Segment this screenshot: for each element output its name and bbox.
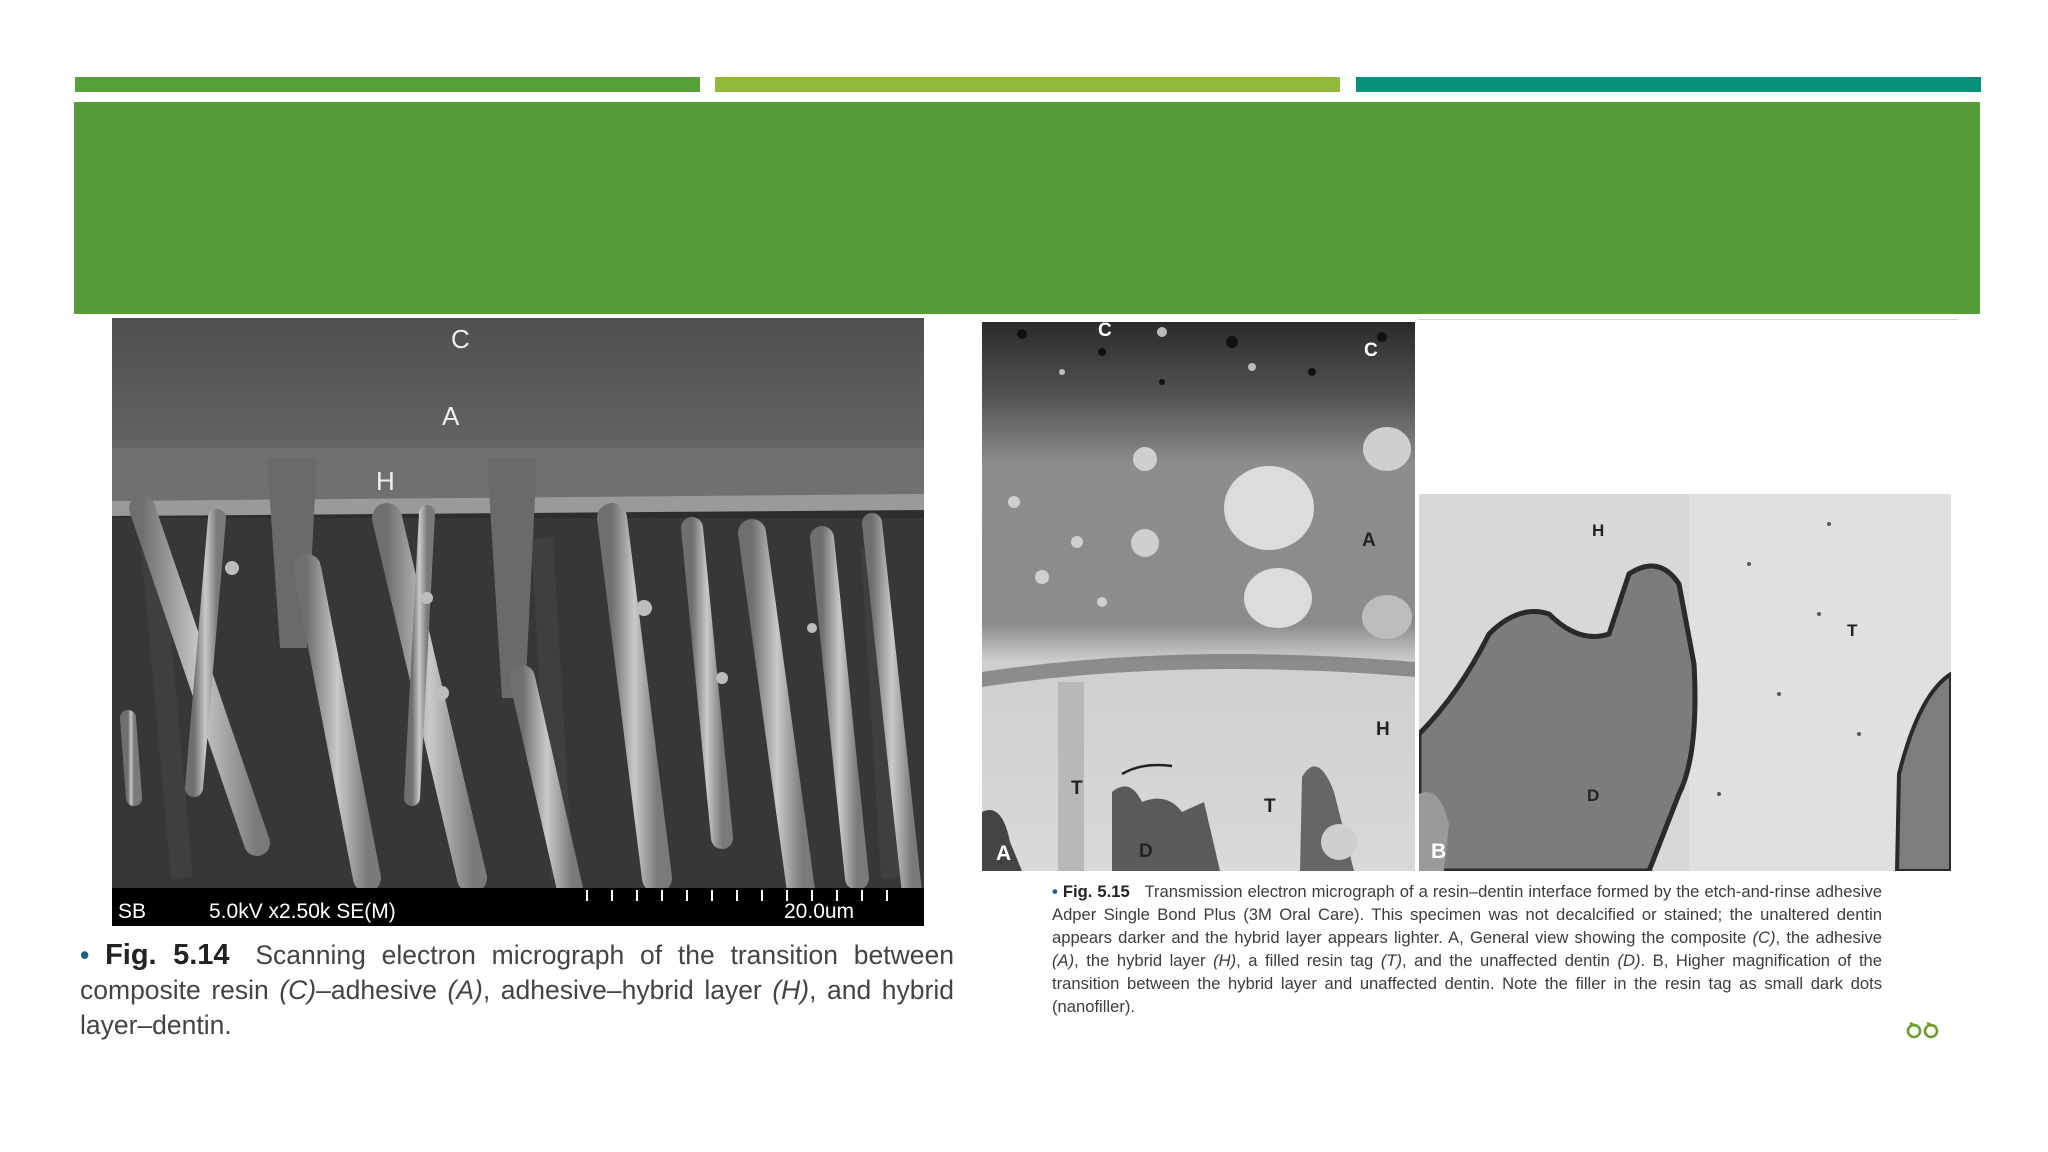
caption-abbrev: (D) (1617, 951, 1641, 970)
caption-text: Scanning electron micrograph of the transition between composite resin (80, 940, 954, 1005)
accent-bar-3 (1356, 77, 1981, 92)
sem-scalebar-info: 5.0kV x2.50k SE(M) (209, 900, 396, 923)
sem-scalebar-left: SB (118, 900, 147, 923)
accent-bar-1 (75, 77, 700, 92)
caption-text: Transmission electron micrograph of a resin–dentin interface formed by the etch-and-rinse adhesive Adper Single Bond Plus (3M Oral Care). This specimen was not decalcified or stained; the unaltered dentin appears darker and the hybrid layer appears lighter. A, General view showing the composite (1052, 882, 1882, 947)
caption-abbrev: (C) (1752, 928, 1776, 947)
tem-a-label-d: D (1139, 841, 1153, 862)
fig-5-14-label: Fig. 5.14 (105, 939, 230, 971)
fig-5-14-caption (80, 938, 954, 1043)
caption-text: , a filled resin tag (1236, 951, 1381, 970)
sem-label-a: A (442, 401, 460, 431)
sem-label-h: H (376, 466, 395, 496)
sem-scalebar-scale: 20.0um (784, 900, 855, 923)
tem-micrograph-panel-a (982, 322, 1415, 871)
tem-b-label-h: H (1592, 521, 1605, 540)
tem-a-label-t2: T (1264, 796, 1276, 817)
caption-text: , adhesive–hybrid layer (482, 975, 773, 1005)
caption-text: , and the unaffected dentin (1402, 951, 1618, 970)
divider-line (1418, 319, 1958, 320)
title-banner (74, 102, 1980, 314)
caption-abbrev: (C) (279, 975, 317, 1005)
tem-micrograph-panel-b (1419, 494, 1951, 871)
caption-text: . B, Higher magnification of the transition between the hybrid layer and unaffected dentin. Note the filler in the resin tag as small dark dots (nanofiller). (1052, 951, 1883, 1016)
fig-5-15-caption (1052, 880, 1882, 1018)
tem-a-label-t1: T (1071, 778, 1083, 799)
caption-abbrev: (H) (772, 975, 810, 1005)
tem-a-label-c1: C (1098, 322, 1112, 341)
caption-abbrev: (T) (1380, 951, 1403, 970)
slide-logo-icon (1905, 1020, 1941, 1045)
tem-b-label-d: D (1587, 786, 1600, 805)
caption-text: , the hybrid layer (1074, 951, 1214, 970)
caption-abbrev: (A) (1052, 951, 1075, 970)
tem-a-label-a: A (1362, 530, 1376, 551)
tem-a-panel-label: A (996, 842, 1012, 865)
tem-a-label-c2: C (1364, 340, 1378, 361)
tem-a-label-h: H (1376, 719, 1390, 740)
accent-bar-2 (715, 77, 1340, 92)
caption-abbrev: (A) (447, 975, 483, 1005)
caption-text: –adhesive (316, 975, 448, 1005)
fig-5-15-label: Fig. 5.15 (1062, 882, 1130, 901)
caption-bullet: • (80, 940, 90, 970)
caption-text: , the adhesive (1775, 928, 1882, 947)
caption-abbrev: (H) (1213, 951, 1237, 970)
sem-micrograph-image (112, 318, 924, 926)
sem-label-c: C (451, 324, 470, 354)
caption-bullet: • (1052, 882, 1058, 901)
tem-b-label-t: T (1847, 621, 1858, 640)
caption-text: , and hybrid layer–dentin. (80, 975, 954, 1040)
tem-b-panel-label: B (1431, 840, 1447, 863)
